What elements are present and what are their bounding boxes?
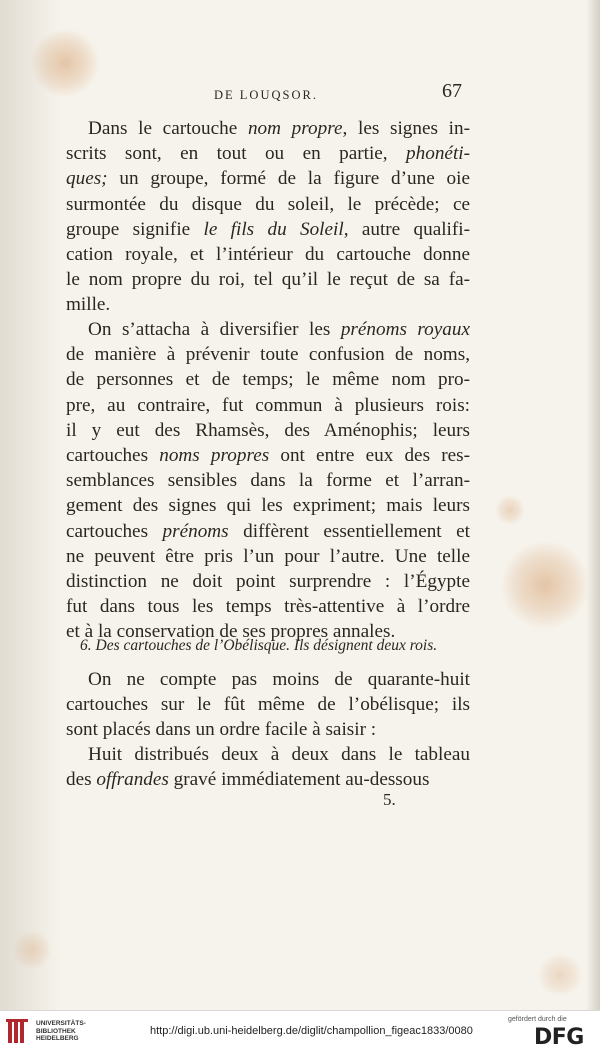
text-line xyxy=(66,116,470,141)
text-segment: cartouches xyxy=(66,520,163,542)
text-line xyxy=(66,393,470,418)
text-line xyxy=(66,443,470,468)
italic-term: prénoms royaux xyxy=(340,319,470,340)
text-segment: et à la conservation de ses propres annales. xyxy=(66,621,396,643)
text-segment: scrits sont, en tout ou en partie, xyxy=(66,143,407,165)
text-line xyxy=(66,217,470,242)
foxing-stain xyxy=(495,495,525,525)
text-line xyxy=(66,493,470,518)
running-header: DE LOUQSOR. xyxy=(214,88,318,102)
foxing-stain xyxy=(500,540,590,630)
text-segment: cation royale, et l’intérieur du cartouche donne xyxy=(66,244,470,266)
text-segment: , autre qualifi- xyxy=(343,218,470,240)
text-line xyxy=(66,141,470,166)
text-segment: cartouches sur le fût même de l’obélisque; ils xyxy=(66,694,470,716)
italic-term: noms propres xyxy=(159,445,270,467)
funder-note: gefördert durch die xyxy=(508,1016,567,1023)
library-name-line: UNIVERSITÄTS- xyxy=(36,1020,86,1027)
text-line xyxy=(66,569,470,594)
text-segment: un groupe, formé de la figure d’une oie xyxy=(107,168,470,190)
text-segment: le nom propre du roi, tel qu’il le reçut de sa fa- xyxy=(66,269,470,291)
text-line xyxy=(66,192,470,217)
foxing-stain xyxy=(12,930,52,970)
text-line xyxy=(66,166,470,191)
text-line xyxy=(66,242,470,267)
paragraph-4 xyxy=(66,742,470,792)
text-segment: gement des signes qui les expriment; mais leurs xyxy=(66,495,470,517)
text-segment: ne peuvent être pris l’un pour l’autre. Une telle xyxy=(66,545,470,567)
dfg-logo: DFG xyxy=(534,1025,584,1050)
text-segment: diffèrent essentiellement et xyxy=(228,520,470,542)
text-line xyxy=(66,692,470,717)
foxing-stain xyxy=(30,28,100,98)
italic-term: prénoms xyxy=(162,520,229,542)
text-segment: ont entre eux des res- xyxy=(269,445,470,467)
paragraph-3 xyxy=(66,667,470,743)
text-line xyxy=(66,267,470,292)
text-segment: gravé immédiatement au-dessous xyxy=(168,769,430,791)
text-segment: groupe signifie xyxy=(66,218,204,240)
paragraph-1 xyxy=(66,116,470,318)
italic-term: nom propre xyxy=(247,118,343,139)
text-segment: cartouches xyxy=(66,445,160,467)
text-segment: Huit distribués deux à deux dans le tableau xyxy=(88,744,470,765)
text-segment: il y eut des Rhamsès, des Aménophis; leurs xyxy=(66,419,470,441)
text-segment: , les signes in- xyxy=(342,118,470,139)
text-segment: de personnes et de temps; le même nom pro- xyxy=(66,369,470,391)
text-segment: surmontée du disque du soleil, le précède; ce xyxy=(66,193,470,215)
text-segment: On s’attacha à diversifier les xyxy=(88,319,341,340)
permalink-url[interactable]: http://digi.ub.uni-heidelberg.de/diglit/champollion_figeac1833/0080 xyxy=(150,1025,473,1037)
text-line xyxy=(66,594,470,619)
text-line xyxy=(66,767,470,792)
university-library-logo-icon xyxy=(6,1017,36,1047)
text-segment: semblances sensibles dans la forme et l’arran- xyxy=(66,470,470,492)
text-segment: fut dans tous les temps très-attentive à l’ordre xyxy=(66,596,470,618)
text-line xyxy=(66,544,470,569)
italic-term: le fils du Soleil xyxy=(203,218,344,240)
text-segment: On ne compte pas moins de quarante-huit xyxy=(88,669,470,690)
text-line xyxy=(66,667,470,692)
text-segment: distinction ne doit point surprendre : l’Égypte xyxy=(66,571,470,593)
text-line xyxy=(66,717,470,742)
text-segment: Dans le cartouche xyxy=(88,118,248,139)
library-name-line: BIBLIOTHEK xyxy=(36,1027,76,1035)
foxing-stain xyxy=(535,955,585,995)
text-segment: pre, au contraire, fut commun à plusieurs rois: xyxy=(66,394,470,416)
text-segment: mille. xyxy=(66,294,111,316)
text-line xyxy=(66,292,470,317)
section-heading: 6. Des cartouches de l’Obélisque. Ils désignent deux rois. xyxy=(80,637,438,654)
library-name-line: HEIDELBERG xyxy=(36,1035,79,1042)
text-segment: sont placés dans un ordre facile à saisir : xyxy=(66,719,377,741)
text-line xyxy=(66,367,470,392)
paragraph-2 xyxy=(66,317,470,645)
italic-term: offrandes xyxy=(96,769,169,791)
text-line xyxy=(66,742,470,767)
text-line xyxy=(66,418,470,443)
signature-mark: 5. xyxy=(383,790,396,809)
text-line xyxy=(66,342,470,367)
footer-bar xyxy=(0,1010,600,1053)
text-segment: de manière à prévenir toute confusion de noms, xyxy=(66,344,470,366)
italic-term: phonéti- xyxy=(406,143,470,165)
italic-term: ques; xyxy=(66,168,108,190)
text-line xyxy=(66,468,470,493)
text-segment: des xyxy=(66,769,97,791)
text-line xyxy=(66,519,470,544)
library-name xyxy=(36,1020,86,1043)
text-line xyxy=(66,317,470,342)
page-number: 67 xyxy=(442,80,462,102)
